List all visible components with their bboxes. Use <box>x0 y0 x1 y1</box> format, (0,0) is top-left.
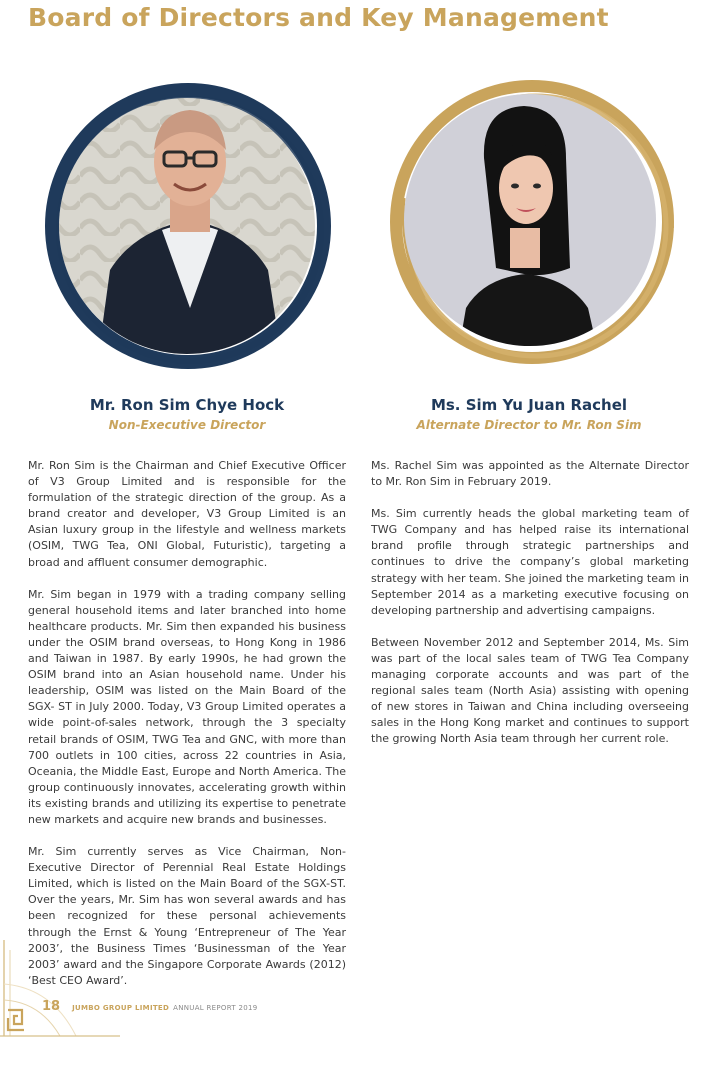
page-title: Board of Directors and Key Management <box>28 3 609 32</box>
director-bio-ron-sim <box>28 458 346 1005</box>
bio-paragraph: Between November 2012 and September 2014, Ms. Sim was part of the local sales team of TWG Tea Company managing corporate accounts and was part of the regional sales team (North Asia) assisting with opening of new stores in Taiwan and China including overseeing sales in the Hong Kong market and continues to support the growing North Asia team through her current role. <box>371 635 689 746</box>
director-name-rachel-sim: Ms. Sim Yu Juan Rachel <box>430 396 628 414</box>
director-role-ron-sim: Non-Executive Director <box>108 418 266 432</box>
bio-paragraph: Mr. Sim currently serves as Vice Chairman, Non-Executive Director of Perennial Real Estate Holdings Limited, which is listed on the Main Board of the SGX-ST. Over the years, Mr. Sim has won several awards and has been recognized for these personal achievements through the Ernst & Young ‘Entrepreneur of The Year 2003’, the Business Times ‘Businessman of the Year 2003’ award and the Singapore Corporate Awards (2012) ‘Best CEO Award’. <box>28 845 346 987</box>
footer-company: JUMBO GROUP LIMITED <box>72 1004 170 1012</box>
bio-paragraph: Ms. Sim currently heads the global marketing team of TWG Company and has helped raise its international brand profile through strategic partnerships and continues to drive the company’s global marketing strategy with her team. She joined the marketing team in September 2014 as a marketing executive focusing on developing partnership and advertising campaigns. <box>371 507 689 617</box>
footer-report: ANNUAL REPORT 2019 <box>173 1004 258 1012</box>
corner-ornament-icon <box>0 940 130 1040</box>
director-bio-rachel-sim <box>371 458 689 764</box>
bio-paragraph: Mr. Sim began in 1979 with a trading company selling general household items and later branched into home healthcare products. Mr. Sim then expanded his business under the OSIM brand overseas, to Hong Kong in 1986 and Taiwan in 1987. By early 1990s, he had grown the OSIM brand into an Asian household name. Under his leadership, OSIM was listed on the Main Board of the SGX- ST in July 2000. Today, V3 Group Limited operates a wide point-of-sales network, through the 3 specialty retail brands of OSIM, TWG Tea and GNC, with more than 700 outlets in 100 cities, across 22 countries in Asia, Oceania, the Middle East, Europe and North America. The group continuously innovates, accelerating growth within its existing brands and utilizing its expertise to penetrate new markets and acquire new brands and businesses. <box>28 587 346 826</box>
director-name-ron-sim: Mr. Ron Sim Chye Hock <box>89 396 285 414</box>
director-role-rachel-sim: Alternate Director to Mr. Ron Sim <box>416 418 642 432</box>
bio-paragraph: Mr. Ron Sim is the Chairman and Chief Executive Officer of V3 Group Limited and is responsible for the formulation of the strategic direction of the group. As a brand creator and developer, V3 Group Limited is an Asian luxury group in the lifestyle and wellness markets (OSIM, TWG Tea, ONI Global, Futuristic), targeting a broad and affluent consumer demographic. <box>28 459 346 569</box>
page-footer <box>42 995 258 1014</box>
bio-paragraph: Ms. Rachel Sim was appointed as the Alternate Director to Mr. Ron Sim in February 2019. <box>371 459 689 489</box>
director-photo-rachel-sim <box>384 78 680 374</box>
page-number: 18 <box>42 999 61 1014</box>
director-photo-ron-sim <box>40 80 336 376</box>
